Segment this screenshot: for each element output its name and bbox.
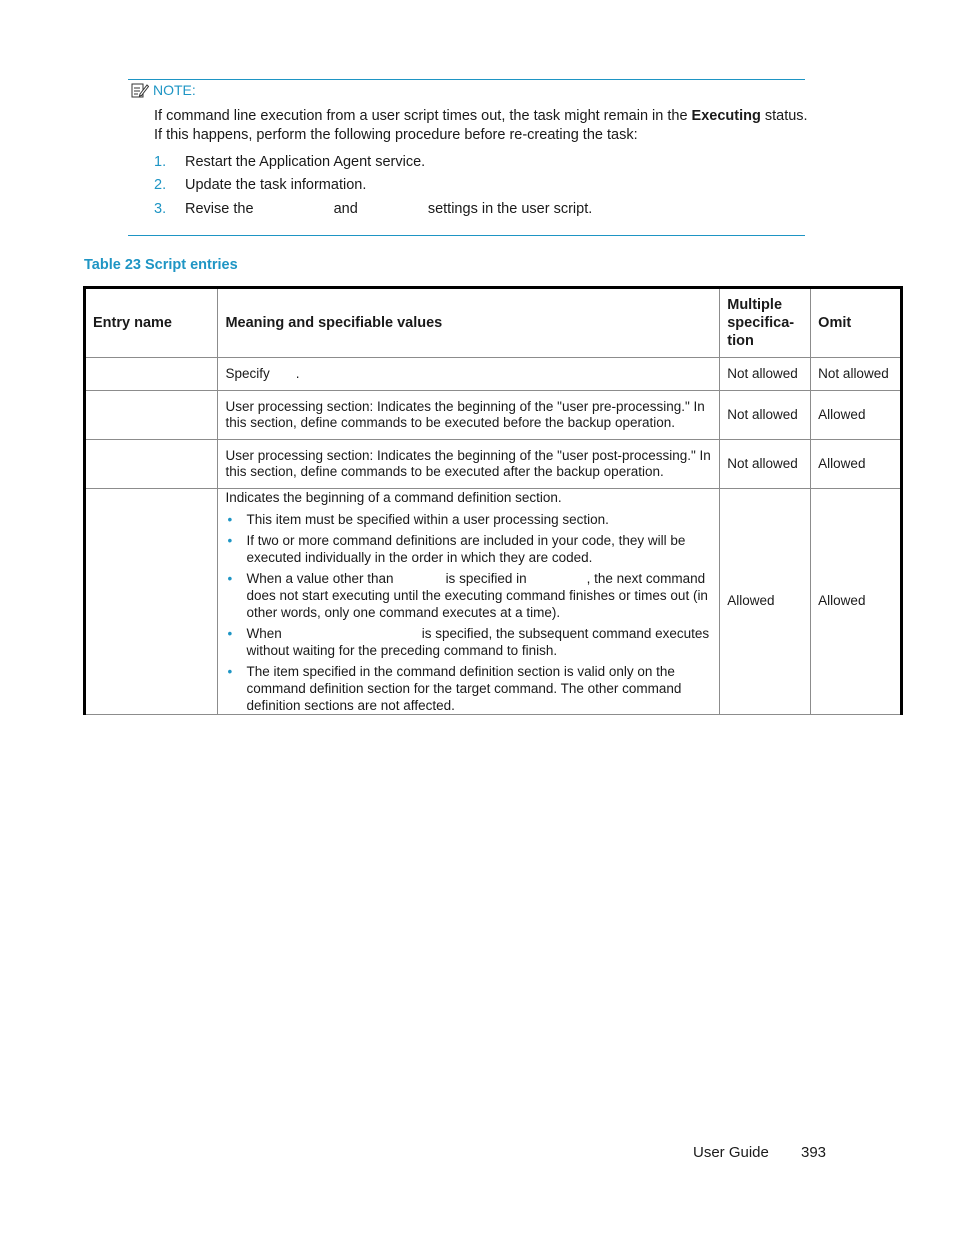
cell-entry-name xyxy=(85,440,218,489)
bullet-text: , the next command does not start executing until the executing command finishes or times out (in other words, only one command executes at a time). xyxy=(246,571,708,620)
script-entries-table xyxy=(83,286,903,715)
header-multiple-line: specifica- xyxy=(727,315,795,331)
step-number: 1. xyxy=(154,153,167,170)
note-bottom-rule xyxy=(128,235,805,236)
header-multiple xyxy=(720,288,811,358)
cell-meaning: User processing section: Indicates the beginning of the "user post-processing." In this section, define commands to be executed after the backup operation. xyxy=(218,440,720,489)
note-heading xyxy=(131,82,196,98)
bullet-text: This item must be specified within a user processing section. xyxy=(246,512,609,527)
table-row xyxy=(85,391,902,440)
cell-entry-name xyxy=(85,489,218,715)
header-meaning: Meaning and specifiable values xyxy=(218,288,720,358)
step-text: Update the task information. xyxy=(185,177,367,194)
note-text-start: If command line execution from a user script times out, the task might remain in the xyxy=(154,108,692,124)
bullet-icon: • xyxy=(227,512,233,527)
note-label: NOTE: xyxy=(153,82,196,98)
header-omit: Omit xyxy=(811,288,902,358)
cell-intro: Indicates the beginning of a command definition section. xyxy=(225,490,562,505)
bullet-text: is specified in xyxy=(445,571,527,586)
table-row xyxy=(85,489,902,715)
bullet-icon: • xyxy=(227,533,233,548)
bullet-icon: • xyxy=(227,626,233,641)
cell-multiple: Not allowed xyxy=(720,440,811,489)
step-number: 2. xyxy=(154,177,167,194)
cell-bullet-list xyxy=(225,511,712,714)
bullet-text: The item specified in the command definition section is valid only on the command definition section for the target command. The other command definition sections are not affected. xyxy=(246,664,682,713)
bullet-icon: • xyxy=(227,664,233,679)
cell-text: Specify xyxy=(225,365,270,381)
note-text-end: status. If this happens, perform the following procedure before re-creating the task: xyxy=(154,108,808,143)
list-item xyxy=(225,625,712,659)
footer-page-number: 393 xyxy=(801,1144,827,1161)
cell-entry-name xyxy=(85,391,218,440)
list-item xyxy=(225,511,712,528)
header-entry-name: Entry name xyxy=(85,288,218,358)
note-pencil-icon xyxy=(131,82,149,98)
cell-meaning xyxy=(218,489,720,715)
table-row xyxy=(85,358,902,391)
step-text: and xyxy=(333,200,358,217)
table-caption: Table 23 Script entries xyxy=(84,257,238,273)
cell-entry-name xyxy=(85,358,218,391)
bullet-text: When a value other than xyxy=(246,571,394,586)
cell-multiple: Not allowed xyxy=(720,391,811,440)
bullet-icon: • xyxy=(227,571,233,586)
note-bold-status: Executing xyxy=(691,108,761,124)
bullet-text: is specified, the subsequent command executes without waiting for the preceding command to finish. xyxy=(246,626,710,658)
note-steps xyxy=(154,150,592,221)
list-item xyxy=(225,663,712,714)
cell-omit: Allowed xyxy=(811,440,902,489)
cell-multiple: Allowed xyxy=(720,489,811,715)
note-body xyxy=(154,107,814,145)
note-step xyxy=(154,174,592,198)
cell-omit: Not allowed xyxy=(811,358,902,391)
note-top-rule xyxy=(128,79,805,80)
step-text: settings in the user script. xyxy=(427,200,593,217)
note-step xyxy=(154,150,592,174)
step-text: Restart the Application Agent service. xyxy=(185,153,426,170)
cell-meaning: User processing section: Indicates the beginning of the "user pre-processing." In this section, define commands to be executed before the backup operation. xyxy=(218,391,720,440)
bullet-text: If two or more command definitions are included in your code, they will be executed individually in the order in which they are coded. xyxy=(246,533,686,565)
cell-text: . xyxy=(295,365,300,381)
bullet-text: When xyxy=(246,626,282,641)
cell-omit: Allowed xyxy=(811,391,902,440)
footer-title: User Guide xyxy=(693,1144,769,1161)
cell-multiple: Not allowed xyxy=(720,358,811,391)
list-item xyxy=(225,570,712,621)
note-step xyxy=(154,197,592,221)
header-multiple-line: Multiple xyxy=(727,297,783,313)
cell-meaning xyxy=(218,358,720,391)
cell-omit: Allowed xyxy=(811,489,902,715)
list-item xyxy=(225,532,712,566)
step-text: Revise the xyxy=(185,200,254,217)
step-number: 3. xyxy=(154,200,167,217)
header-multiple-line: tion xyxy=(727,333,754,349)
table-row xyxy=(85,440,902,489)
table-header-row xyxy=(85,288,902,358)
